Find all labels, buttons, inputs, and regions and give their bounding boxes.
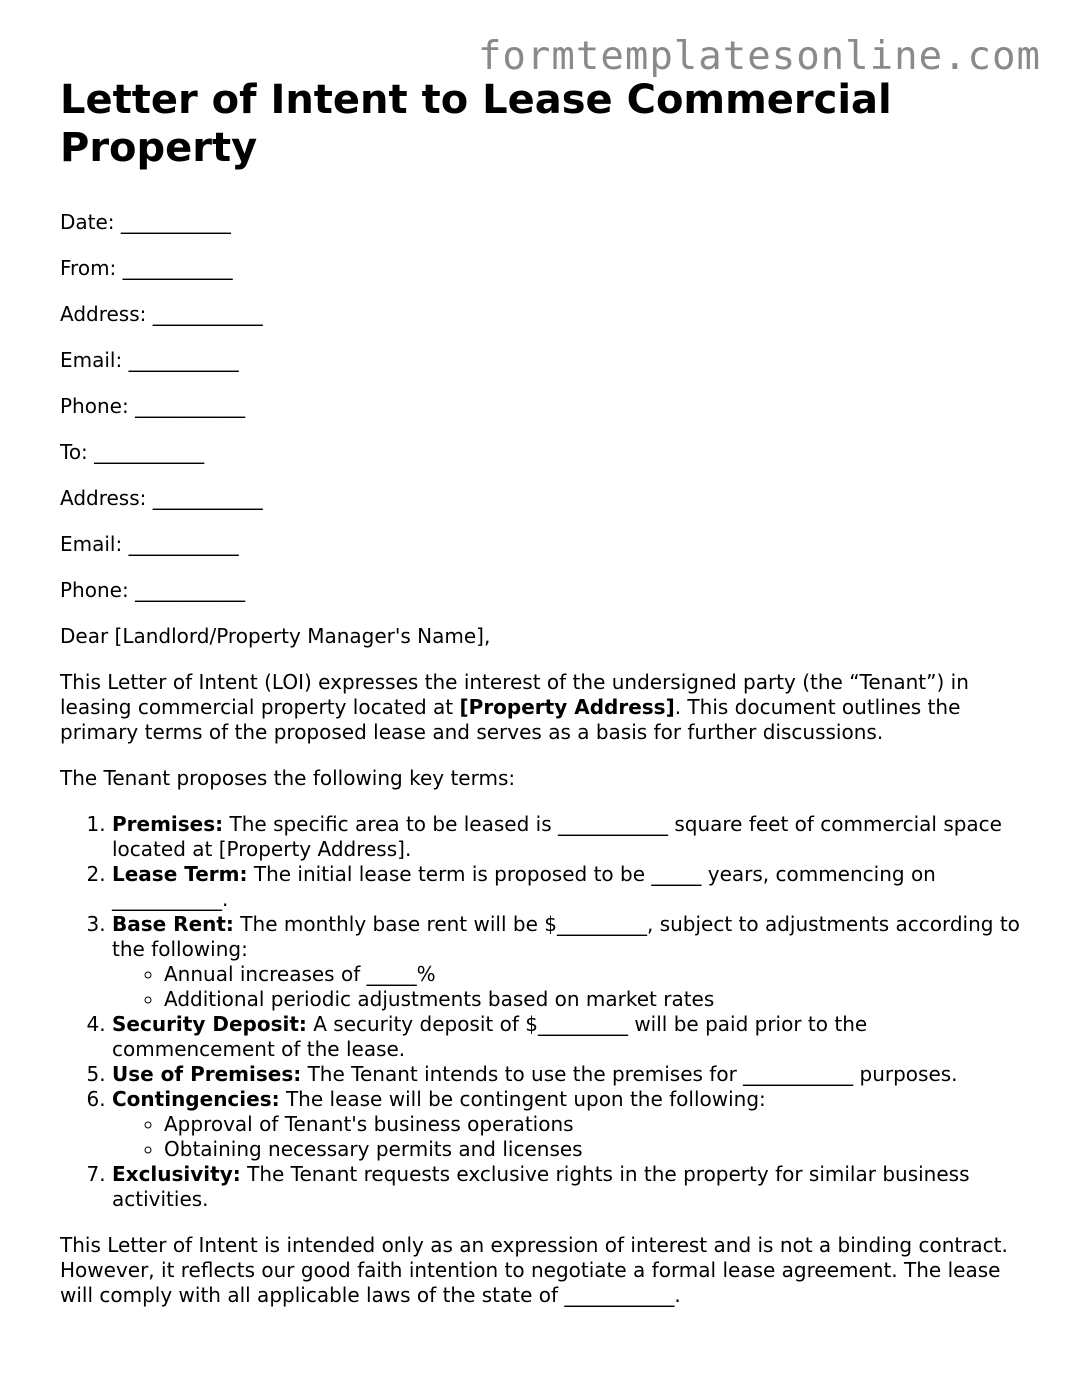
term-security-deposit: 4. Security Deposit: A security deposit of $_________ will be paid prior to the commencement of the lease. <box>112 1012 1020 1062</box>
term-base-rent: 3. Base Rent: The monthly base rent will be $_________, subject to adjustments according to the following: ◦ Annual increases of _____% ◦ Additional periodic adjustments based on market rates <box>112 912 1020 1012</box>
list-item: ◦ Approval of Tenant's business operations <box>164 1112 1020 1137</box>
list-item: ◦ Additional periodic adjustments based on market rates <box>164 987 1020 1012</box>
watermark: formtemplatesonline.com <box>477 34 1041 79</box>
contact-fields <box>60 210 1020 603</box>
from-field[interactable]: From: ___________ <box>60 256 233 280</box>
to-field[interactable]: To: ___________ <box>60 440 205 464</box>
from-address-field[interactable]: Address: ___________ <box>60 302 263 326</box>
contingencies-sublist <box>112 1112 1020 1162</box>
term-use-of-premises: 5. Use of Premises: The Tenant intends to use the premises for ___________ purposes. <box>112 1062 1020 1087</box>
property-address: [Property Address] <box>459 695 675 719</box>
list-item: ◦ Obtaining necessary permits and licenses <box>164 1137 1020 1162</box>
base-rent-sublist <box>112 962 1020 1012</box>
to-email-field[interactable]: Email: ___________ <box>60 532 239 556</box>
terms-intro: The Tenant proposes the following key terms: <box>60 766 516 790</box>
salutation: Dear [Landlord/Property Manager's Name], <box>60 624 491 648</box>
term-contingencies: 6. Contingencies: The lease will be contingent upon the following: ◦ Approval of Tenant's business operations ◦ Obtaining necessary permits and licenses <box>112 1087 1020 1162</box>
terms-list <box>60 812 1020 1212</box>
date-field[interactable]: Date: ___________ <box>60 210 231 234</box>
term-exclusivity: 7. Exclusivity: The Tenant requests exclusive rights in the property for similar business activities. <box>112 1162 1020 1212</box>
document-page <box>60 76 1020 1329</box>
list-item: ◦ Annual increases of _____% <box>164 962 1020 987</box>
to-phone-field[interactable]: Phone: ___________ <box>60 578 246 602</box>
from-email-field[interactable]: Email: ___________ <box>60 348 239 372</box>
closing-paragraph: This Letter of Intent is intended only as an expression of interest and is not a binding contract. However, it reflects our good faith intention to negotiate a formal lease agreement. The lease will comply with all applicable laws of the state of ___________. <box>60 1233 1008 1307</box>
intro-paragraph: This Letter of Intent (LOI) expresses the interest of the undersigned party (the “Tenant”) in leasing commercial property located at [Property Address]. This document outlines the primary terms of the proposed lease and serves as a basis for further discussions. <box>60 670 969 744</box>
to-address-field[interactable]: Address: ___________ <box>60 486 263 510</box>
from-phone-field[interactable]: Phone: ___________ <box>60 394 246 418</box>
document-title: Letter of Intent to Lease Commercial Property <box>60 77 892 171</box>
term-lease-term: 2. Lease Term: The initial lease term is proposed to be _____ years, commencing on ___________. <box>112 862 1020 912</box>
term-premises: 1. Premises: The specific area to be leased is ___________ square feet of commercial space located at [Property Address]. <box>112 812 1020 862</box>
